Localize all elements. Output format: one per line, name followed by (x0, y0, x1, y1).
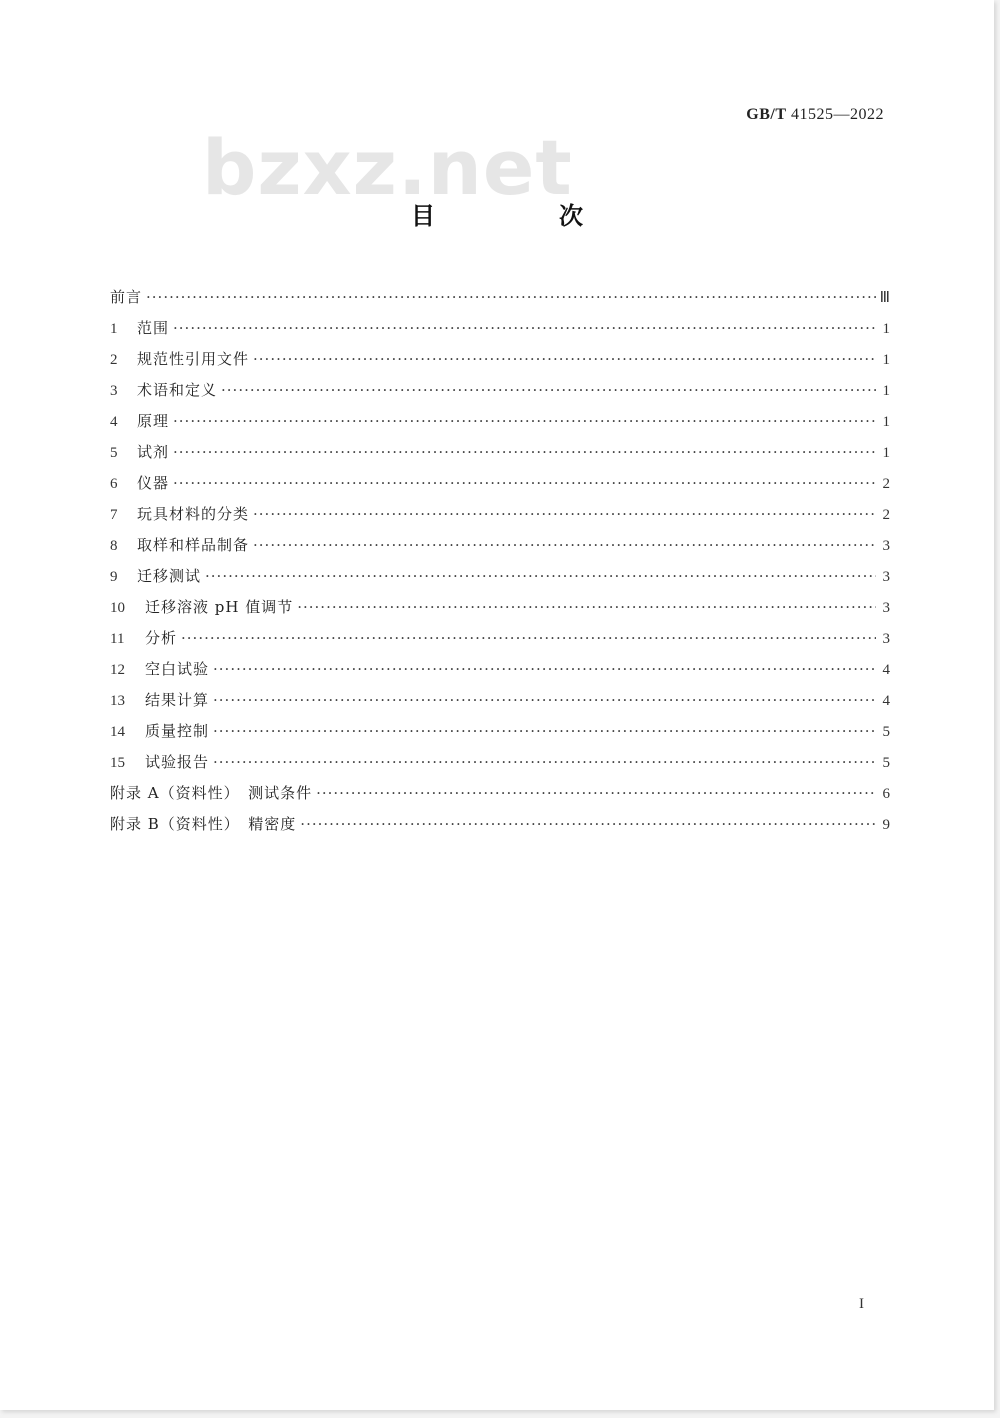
toc-entry[interactable] (110, 530, 890, 561)
toc-leader-dots (173, 406, 876, 437)
toc-entry-number: 7 (110, 507, 118, 523)
toc-entry-number: 4 (110, 414, 118, 430)
toc-entry-label: 原理 (137, 412, 170, 430)
toc-entry[interactable] (110, 375, 890, 406)
toc-entry[interactable] (110, 592, 890, 623)
toc-entry-number: 5 (110, 445, 118, 461)
toc-leader-dots (253, 499, 876, 530)
toc-entry-page: 9 (882, 817, 890, 833)
toc-entry-page: 3 (882, 569, 890, 585)
toc-entry-label: 规范性引用文件 (137, 350, 250, 368)
toc-entry-page: 4 (882, 662, 890, 678)
toc-entry-label: 试验报告 (145, 753, 210, 771)
toc-entry[interactable] (110, 561, 890, 592)
toc-leader-dots (316, 778, 876, 809)
toc-entry-label: 结果计算 (145, 691, 210, 709)
toc-entry[interactable] (110, 747, 890, 778)
toc-leader-dots (213, 685, 876, 716)
toc-entry-label: 前言 (110, 288, 143, 306)
toc-entry[interactable] (110, 437, 890, 468)
toc-entry-page: 3 (882, 600, 890, 616)
toc-leader-dots (213, 716, 876, 747)
toc-entry-number: 3 (110, 383, 118, 399)
toc-leader-dots (213, 747, 876, 778)
toc-leader-dots (146, 282, 876, 313)
toc-entry-label: 取样和样品制备 (137, 536, 250, 554)
toc-entry-page: 1 (882, 321, 890, 337)
standard-code: 41525—2022 (791, 106, 884, 123)
toc-entry[interactable] (110, 809, 890, 840)
toc-leader-dots (253, 530, 876, 561)
toc-leader-dots (181, 623, 876, 654)
toc-entry[interactable] (110, 499, 890, 530)
toc-entry-label: 范围 (137, 319, 170, 337)
toc-entry-page: 1 (882, 414, 890, 430)
toc-entry-number: 8 (110, 538, 118, 554)
toc-entry-page: 4 (882, 693, 890, 709)
toc-entry[interactable] (110, 654, 890, 685)
toc-leader-dots (213, 654, 876, 685)
toc-entry-label: 附录 A（资料性） 测试条件 (110, 784, 313, 802)
toc-entry[interactable] (110, 282, 890, 313)
toc-entry[interactable] (110, 313, 890, 344)
toc-entry-page: 1 (882, 445, 890, 461)
toc-leader-dots (173, 437, 876, 468)
toc-entry-page: 1 (882, 383, 890, 399)
toc-leader-dots (173, 468, 876, 499)
toc-entry-label: 空白试验 (145, 660, 210, 678)
toc-entry-label: 附录 B（资料性） 精密度 (110, 815, 297, 833)
toc-entry-number: 2 (110, 352, 118, 368)
watermark: bzxz.net (202, 123, 573, 212)
toc-entry-number: 6 (110, 476, 118, 492)
toc-entry[interactable] (110, 685, 890, 716)
toc-entry-number: 1 (110, 321, 118, 337)
toc-leader-dots (297, 592, 876, 623)
toc-entry-label: 质量控制 (145, 722, 210, 740)
toc-entry-number: 9 (110, 569, 118, 585)
toc-entry-number: 10 (110, 600, 125, 616)
toc-entry[interactable] (110, 623, 890, 654)
standard-prefix: GB/T (746, 106, 787, 123)
toc-entry[interactable] (110, 344, 890, 375)
toc-entry-label: 仪器 (137, 474, 170, 492)
toc-entry-number: 12 (110, 662, 125, 678)
toc-entry[interactable] (110, 778, 890, 809)
toc-leader-dots (300, 809, 876, 840)
toc-leader-dots (253, 344, 876, 375)
toc-entry-label: 迁移测试 (137, 567, 202, 585)
toc-entry-number: 14 (110, 724, 125, 740)
toc-entry-page: 2 (882, 476, 890, 492)
toc-entry-page: 1 (882, 352, 890, 368)
toc-entry-page: 3 (882, 538, 890, 554)
toc-entry-page: 5 (882, 755, 890, 771)
toc-leader-dots (221, 375, 876, 406)
toc-entry-page: 5 (882, 724, 890, 740)
toc-entry-page: 3 (882, 631, 890, 647)
toc-entry-page: 6 (882, 786, 890, 802)
standard-number (746, 106, 884, 124)
toc-entry-label: 分析 (145, 629, 178, 647)
toc-entry-page: 2 (882, 507, 890, 523)
toc-entry-page: Ⅲ (879, 290, 890, 306)
toc-entry[interactable] (110, 468, 890, 499)
toc-entry[interactable] (110, 406, 890, 437)
toc-entry-number: 11 (110, 631, 125, 647)
toc-entry-number: 13 (110, 693, 125, 709)
toc-entry-number: 15 (110, 755, 125, 771)
toc-entry-label: 试剂 (137, 443, 170, 461)
toc-entry-label: 迁移溶液 pH 值调节 (145, 598, 294, 616)
toc-entry-label: 术语和定义 (137, 381, 218, 399)
toc-leader-dots (205, 561, 876, 592)
table-of-contents (110, 282, 890, 840)
page-folio: I (859, 1296, 864, 1312)
toc-entry-label: 玩具材料的分类 (137, 505, 250, 523)
toc-entry[interactable] (110, 716, 890, 747)
toc-title: 目 次 (411, 202, 633, 230)
toc-leader-dots (173, 313, 876, 344)
